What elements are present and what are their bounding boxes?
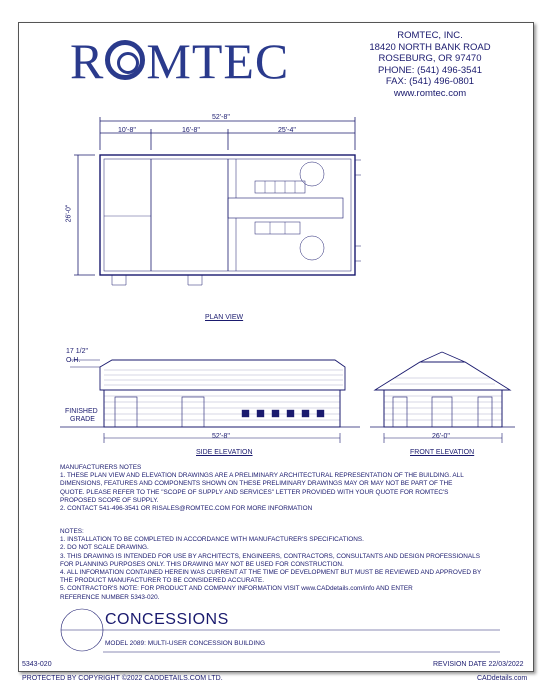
- overhang-dim: 17 1/2": [66, 348, 88, 355]
- mn-line: 2. CONTACT 541-496-3541 OR RISALES@ROMTEC.COM FOR MORE INFORMATION: [60, 505, 313, 513]
- drawing-code: 5343-020: [22, 661, 52, 668]
- romtec-logo: R MTEC: [70, 33, 290, 89]
- front-elevation-label: FRONT ELEVATION: [410, 449, 475, 456]
- mn-line: 1. THESE PLAN VIEW AND ELEVATION DRAWINGS ARE A PRELIMINARY ARCHITECTURAL REPRESENTATION OF THE BUILDING. ALL: [60, 472, 464, 480]
- plan-dim-1: 10'-8": [118, 127, 136, 134]
- note-line: REFERENCE NUMBER 5343-020.: [60, 593, 160, 601]
- drawing-title: CONCESSIONS: [105, 611, 229, 628]
- drawing-model: MODEL 2089: MULTI-USER CONCESSION BUILDING: [105, 640, 266, 647]
- note-line: 5. CONTRACTOR'S NOTE: FOR PRODUCT AND COMPANY INFORMATION VISIT www.CADdetails.com/info AND ENTER: [60, 585, 413, 593]
- side-elevation-label: SIDE ELEVATION: [196, 449, 253, 456]
- company-fax: FAX: (541) 496-0801: [385, 76, 475, 87]
- note-line: 4. ALL INFORMATION CONTAINED HEREIN WAS CURRENT AT THE TIME OF DEVELOPMENT BUT MUST BE REVIEWED AND APPROVED BY: [60, 569, 482, 577]
- plan-view-label: PLAN VIEW: [205, 314, 244, 321]
- plan-depth-dim: 26'-0": [65, 204, 73, 223]
- grade-label: GRADE: [70, 416, 95, 423]
- company-name: ROMTEC, INC.: [397, 30, 463, 41]
- plan-dim-3: 25'-4": [278, 127, 296, 134]
- company-phone: PHONE: (541) 496-3541: [377, 64, 483, 76]
- manufacturer-notes: [60, 464, 500, 513]
- plan-overall-dim: 52'-8": [212, 114, 230, 121]
- note-line: FOR PLANNING PURPOSES ONLY. THIS DRAWING MAY NOT BE USED FOR CONSTRUCTION.: [60, 560, 344, 568]
- company-address1: 18420 NORTH BANK ROAD: [369, 41, 491, 53]
- company-web[interactable]: www.romtec.com: [393, 87, 467, 99]
- side-width-dim: 52'-8": [212, 433, 230, 440]
- revision-date: REVISION DATE 22/03/2022: [433, 661, 524, 668]
- overhang-abbr: O.H.: [66, 357, 81, 364]
- company-address2: ROSEBURG, OR 97470: [378, 53, 482, 64]
- copyright-footer: PROTECTED BY COPYRIGHT ©2022 CADDETAILS.COM LTD.: [22, 675, 223, 682]
- front-width-dim: 26'-0": [432, 433, 450, 440]
- note-line: THE PRODUCT MANUFACTURER TO BE CONSIDERED ACCURATE.: [60, 577, 265, 585]
- notes-heading: NOTES:: [60, 528, 84, 535]
- note-line: 3. THIS DRAWING IS INTENDED FOR USE BY ARCHITECTS, ENGINEERS, CONTRACTORS, CONSULTANTS AND DESIGN PROFESSIONALS: [60, 552, 480, 560]
- mn-line: QUOTE. PLEASE REFER TO THE "SCOPE OF SUPPLY AND SERVICES" LETTER PROVIDED WITH YOUR QUOTE FOR ROMTEC'S: [60, 488, 449, 496]
- mn-line: PROPOSED SCOPE OF SUPPLY.: [60, 496, 159, 504]
- note-line: 2. DO NOT SCALE DRAWING.: [60, 544, 149, 552]
- mn-line: DIMENSIONS, FEATURES AND COMPONENTS SHOWN ON THESE PRELIMINARY DRAWINGS MAY OR MAY NOT BE PART OF THE: [60, 480, 453, 488]
- manufacturer-notes-heading: MANUFACTURERS NOTES: [60, 464, 142, 471]
- finished-label: FINISHED: [65, 408, 98, 415]
- plan-dim-2: 16'-8": [182, 127, 200, 134]
- caddetails-brand[interactable]: CADdetails.com: [477, 675, 528, 682]
- note-line: 1. INSTALLATION TO BE COMPLETED IN ACCORDANCE WITH MANUFACTURER'S SPECIFICATIONS.: [60, 536, 364, 544]
- general-notes: [60, 528, 500, 602]
